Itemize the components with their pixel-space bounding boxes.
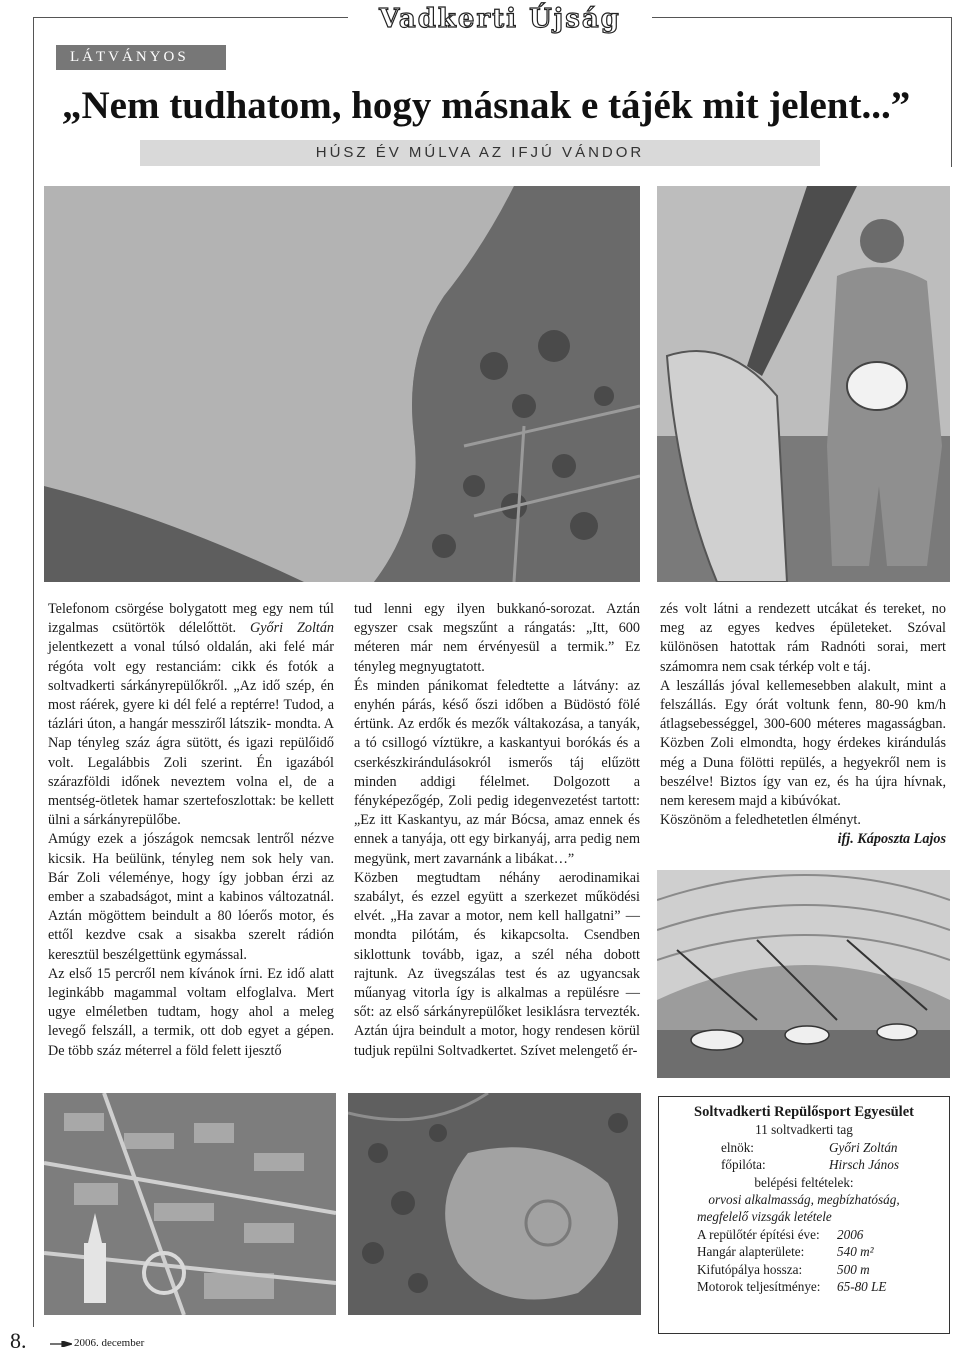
aerial-lake-photo [44,186,640,582]
info-value: 540 m² [837,1244,874,1260]
info-row-airfield-year [659,1226,949,1243]
info-row-president [659,1139,949,1156]
page-border-right [951,17,952,167]
page-number: 8. [10,1328,27,1352]
arrow-right-icon [50,1341,72,1347]
article-column-2 [354,600,640,1061]
requirements-line-1: orvosi alkalmasság, megbízhatóság, [708,1192,900,1208]
article-column-1 [48,600,334,1061]
info-label: főpilóta: [721,1157,766,1173]
info-value: 500 m [837,1261,870,1277]
person-name: Győri Zoltán [249,620,335,637]
page-border-left [33,17,34,1327]
info-row-chief-pilot [659,1156,949,1173]
paragraph: zés volt látni a rendezett utcákat és tereket, no meg az egyes kedves épületeket. Szóval különösen hatottak rám Radnóti sorai, mert számomra nem csak térkép volt e táj. [660,601,946,675]
masthead: Vadkerti Újság [379,4,621,34]
info-row-engine-power [659,1278,949,1295]
paragraph: Telefonom csörgése bolygatott meg egy nem túl izgalmas csütörtök délelőttöt. Győri Zoltán jelentkezett a vonal túlsó oldalán, aki felé már régóta volt egy restanciám: cikk és fotók a soltvadkerti sárkányrepülőkről. „Az idő szép, én most ráérek, gyere ki dél felé a reptérre! Tudod, a tázlári úton, a hangár messziről látszik- mondta. A Nap tényleg száz ágra sütött, és igazi repülőidő volt. Legalábbis Zoli szerint. Én igazából szárazföldi időnek neveztem volna el, de a mentség-ötletek hamar szertefoszlottak: be kellett ülni a sárkányrepülőbe. [48,601,335,829]
article-column-3 [660,600,946,850]
club-members: 11 soltvadkerti tag [755,1122,853,1138]
header-rule-right [652,17,952,18]
pilot-photo [657,186,950,582]
requirements-label: belépési feltételek: [754,1174,854,1190]
paragraph: Közben megtudtam néhány aerodinamikai szabályt, és ezzel együtt a szerkezet működési elvét. „Ha zavar a motor, nem kell hallgatni” — mondta pilótám, és kikapcsolta. Csendben siklottunk tovább, igaz, a szél néha dobott rajtunk. Az üvegszálas test és az ugyancsak műanyag vitorla így is alkalmas a repülésre — sőt: az első sárkányrepülőket lesiklásra tervezték. Aztán újra beindult a motor, hogy rendesen körül tudjuk repülni Soltvadkertet. Szívet melengető ér- [354,869,640,1059]
article-subtitle: HÚSZ ÉV MÚLVA AZ IFJÚ VÁNDOR [140,140,820,166]
requirements-line-2: megfelelő vizsgák letétele [697,1209,832,1225]
info-row-runway-length [659,1261,949,1278]
aerial-forest-photo [348,1093,641,1315]
info-label: Kifutópálya hossza: [697,1261,803,1277]
info-row-hangar-area [659,1243,949,1260]
info-value: 2006 [837,1226,864,1242]
info-value: Győri Zoltán [829,1139,898,1155]
info-value: 65-80 LE [837,1279,887,1295]
paragraph: tud lenni egy ilyen bukkanó-sorozat. Aztán egyszer csak megszűnt a rángatás: „Itt, 600 méteren már nem érvényesül a termik.” Ez tényleg megnyugtatott. [354,601,640,675]
info-label: elnök: [721,1139,754,1155]
club-name: Soltvadkerti Repülősport Egyesület [694,1104,914,1120]
author-signature: ifj. Káposzta Lajos [837,831,946,848]
aerial-town-photo [44,1093,336,1315]
article-title: „Nem tudhatom, hogy másnak e tájék mit jelent...” [62,84,911,127]
paragraph: Köszönöm a feledhetetlen élményt. [660,812,861,829]
hangar-photo [657,870,950,1078]
section-rubric: LÁTVÁNYOS [56,45,226,70]
paragraph: A leszállás jóval kellemesebben alakult, mint a felszállás. Egy órát voltunk fenn, 80-90 km/h átlagsebességgel, 300-600 méteres magasságban. Közben Zoli elmondta, hogy érdekes kirándulás még a Duna fölötti repülés, a hegyekről nem is beszélve! Biztos így van ez, és ha újra hívnak, nem keresem majd a kibúvókat. [660,677,946,810]
paragraph: Amúgy ezek a jószágok nemcsak lentről nézve kicsik. Ha beülünk, tényleg nem sok hely van. Bár Zoli véleménye, hogy így jobban érzi az ember a szabadságot, mint a kabinos változatnál. Aztán mögöttem beindult a 80 lóerős motor, és ettől kezdve csak a sisakba szerelt rádión keresztül beszélgettünk egymással. [48,831,334,963]
club-info-box [658,1096,950,1334]
paragraph: Az első 15 percről nem kívánok írni. Ez idő alatt leginkább magammal voltam elfoglalva. Mert ugye elméletben tudtam, hogy ahol a meleg levegő felszáll, a termik, ott dob egyet a gépen. De több száz méterrel a föld felett ijesztő [48,965,334,1059]
info-value: Hirsch János [829,1157,899,1173]
issue-date: 2006. december [74,1337,145,1349]
info-label: Motorok teljesítménye: [697,1279,821,1295]
info-label: A repülőtér építési éve: [697,1226,820,1242]
info-label: Hangár alapterülete: [697,1244,805,1260]
header-rule-left [34,17,348,18]
paragraph: És minden pánikomat feledtette a látvány: az enyhén párás, késő őszi időben a Büdöstó fölé értünk. Az erdők és mezők váltakozása, a tanyák, a tó csillogó víztükre, a kaskantyui borókás és a cserkészkirándulásokról ismerős táj elűzött minden addigi félelmet. Dolgozott a fényképezőgép, Zoli pedig idegenvezetést tartott: „Ez itt Kaskantyu, az már Bócsa, amaz ennek és ennek a tanyája, ott egy birkanyáj, arra pedig nem megyünk, mert zavarnánk a libákat…” [354,677,640,867]
